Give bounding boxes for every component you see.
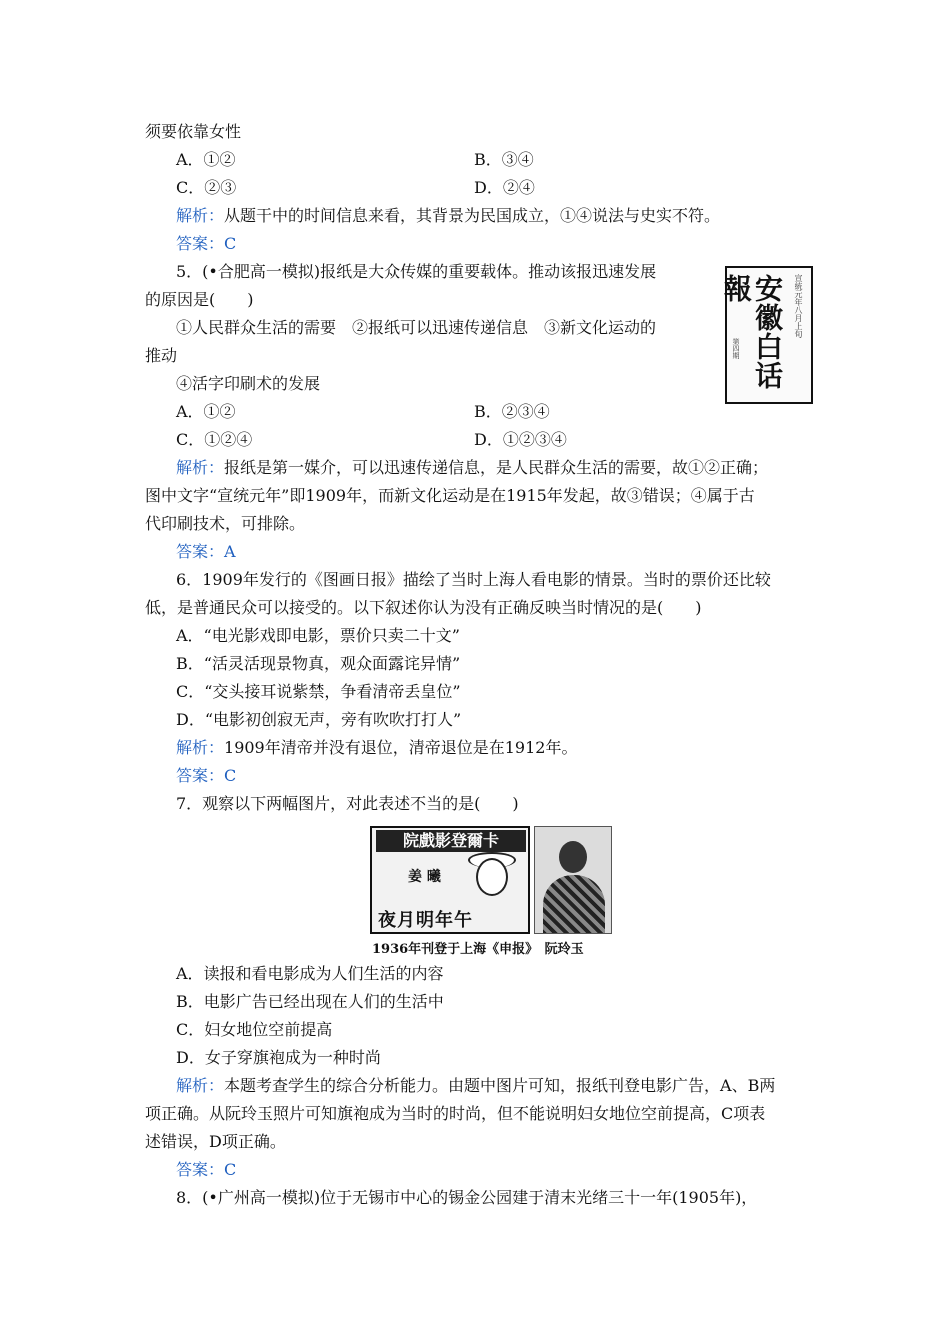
q7-option-b: B．电影广告已经出现在人们的生活中: [176, 992, 444, 1011]
q6-answer: [176, 765, 236, 787]
q5-item2: ④活字印刷术的发展: [176, 374, 321, 393]
q6-option-b: B．“活灵活现景物真，观众面露诧异情”: [176, 654, 461, 673]
newspaper-date: 宣統元年八月上旬: [794, 274, 803, 338]
q5-analysis-line2: 图中文字“宣统元年”即1909年，而新文化运动是在1915年发起，故③错误；④属于古: [145, 486, 755, 505]
q5-stem-line1: 5．(•合肥高一模拟)报纸是大众传媒的重要载体。推动该报迅速发展: [176, 262, 657, 281]
q6-stem-line2: 低，是普通民众可以接受的。以下叙述你认为没有正确反映当时情况的是( ): [145, 598, 702, 617]
q4-analysis: [176, 205, 720, 227]
film-advertisement-image: [370, 826, 530, 934]
q4-answer-value: C: [224, 234, 237, 253]
q6-option-d: D．“电影初创寂无声，旁有吹吹打打人”: [176, 710, 462, 729]
photo-qipao: [543, 875, 605, 934]
q7-analysis-line1: [176, 1075, 775, 1097]
q6-analysis-label: 解析：: [176, 738, 225, 757]
q4-option-c: C．②③: [176, 178, 237, 197]
ruan-lingyu-photo: [534, 826, 612, 934]
newspaper-title: 安徽白话報: [720, 274, 784, 390]
q5-option-d: D．①②③④: [474, 430, 567, 449]
q5-answer: [176, 541, 236, 563]
q4-option-b: B．③④: [474, 150, 534, 169]
ad-face-illustration: [476, 858, 508, 896]
q7-option-d: D．女子穿旗袍成为一种时尚: [176, 1048, 381, 1067]
q5-option-c: C．①②④: [176, 430, 253, 449]
q4-answer-label: 答案：: [176, 234, 225, 253]
q6-answer-label: 答案：: [176, 766, 225, 785]
q7-answer-value: C: [224, 1160, 237, 1179]
q7-analysis-line2: 项正确。从阮玲玉照片可知旗袍成为当时的时尚，但不能说明妇女地位空前提高，C项表: [145, 1104, 766, 1123]
q5-answer-label: 答案：: [176, 542, 225, 561]
q6-option-c: C．“交头接耳说紫禁，争看清帝丢皇位”: [176, 682, 461, 701]
q5-item1-cont: 推动: [145, 346, 178, 365]
ad-theater-title: 院戲影登爾卡: [376, 830, 526, 852]
q4-option-a: A．①②: [176, 150, 236, 169]
q4-option-d: D．②④: [474, 178, 535, 197]
q5-answer-value: A: [224, 542, 236, 561]
q5-analysis-line3: 代印刷技术，可排除。: [145, 514, 306, 533]
q7-answer: [176, 1159, 236, 1181]
q4-answer: [176, 233, 236, 255]
figure-caption: 1936年刊登于上海《申报》 阮玲玉: [372, 942, 584, 957]
q6-analysis-text: 1909年清帝并没有退位，清帝退位是在1912年。: [224, 738, 578, 757]
q4-continued: 须要依靠女性: [145, 122, 242, 141]
q7-option-a: A．读报和看电影成为人们生活的内容: [176, 964, 444, 983]
q8-stem: 8．(•广州高一模拟)位于无锡市中心的锡金公园建于清末光绪三十一年(1905年)，: [176, 1188, 758, 1207]
q4-analysis-text: 从题干中的时间信息来看，其背景为民国成立，①④说法与史实不符。: [224, 206, 721, 225]
newspaper-issue: 第四期: [732, 338, 740, 359]
anhui-newspaper-image: [720, 266, 813, 404]
q7-option-c: C．妇女地位空前提高: [176, 1020, 333, 1039]
q6-analysis: [176, 737, 577, 759]
q4-analysis-label: 解析：: [176, 206, 225, 225]
photo-head: [559, 841, 587, 873]
q6-option-a: A．“电光影戏即电影，票价只卖二十文”: [176, 626, 460, 645]
q5-option-b: B．②③④: [474, 402, 550, 421]
q5-option-a: A．①②: [176, 402, 236, 421]
ad-star-name: 姜 曦: [408, 869, 441, 885]
q7-answer-label: 答案：: [176, 1160, 225, 1179]
q5-stem-line2: 的原因是( ): [145, 290, 254, 309]
q5-item1: ①人民群众生活的需要 ②报纸可以迅速传递信息 ③新文化运动的: [176, 318, 657, 337]
q6-stem-line1: 6．1909年发行的《图画日报》描绘了当时上海人看电影的情景。当时的票价还比较: [176, 570, 771, 589]
q7-analysis-label: 解析：: [176, 1076, 225, 1095]
q5-analysis-line1: [176, 457, 768, 479]
ad-film-title: 夜月明年午: [378, 910, 473, 931]
q5-analysis-text1: 报纸是第一媒介，可以迅速传递信息，是人民群众生活的需要，故①②正确；: [224, 458, 769, 477]
q7-stem: 7．观察以下两幅图片，对此表述不当的是( ): [176, 794, 519, 813]
q5-analysis-label: 解析：: [176, 458, 225, 477]
q7-analysis-text1: 本题考查学生的综合分析能力。由题中图片可知，报纸刊登电影广告，A、B两: [224, 1076, 776, 1095]
q7-analysis-line3: 述错误，D项正确。: [145, 1132, 286, 1151]
q6-answer-value: C: [224, 766, 237, 785]
